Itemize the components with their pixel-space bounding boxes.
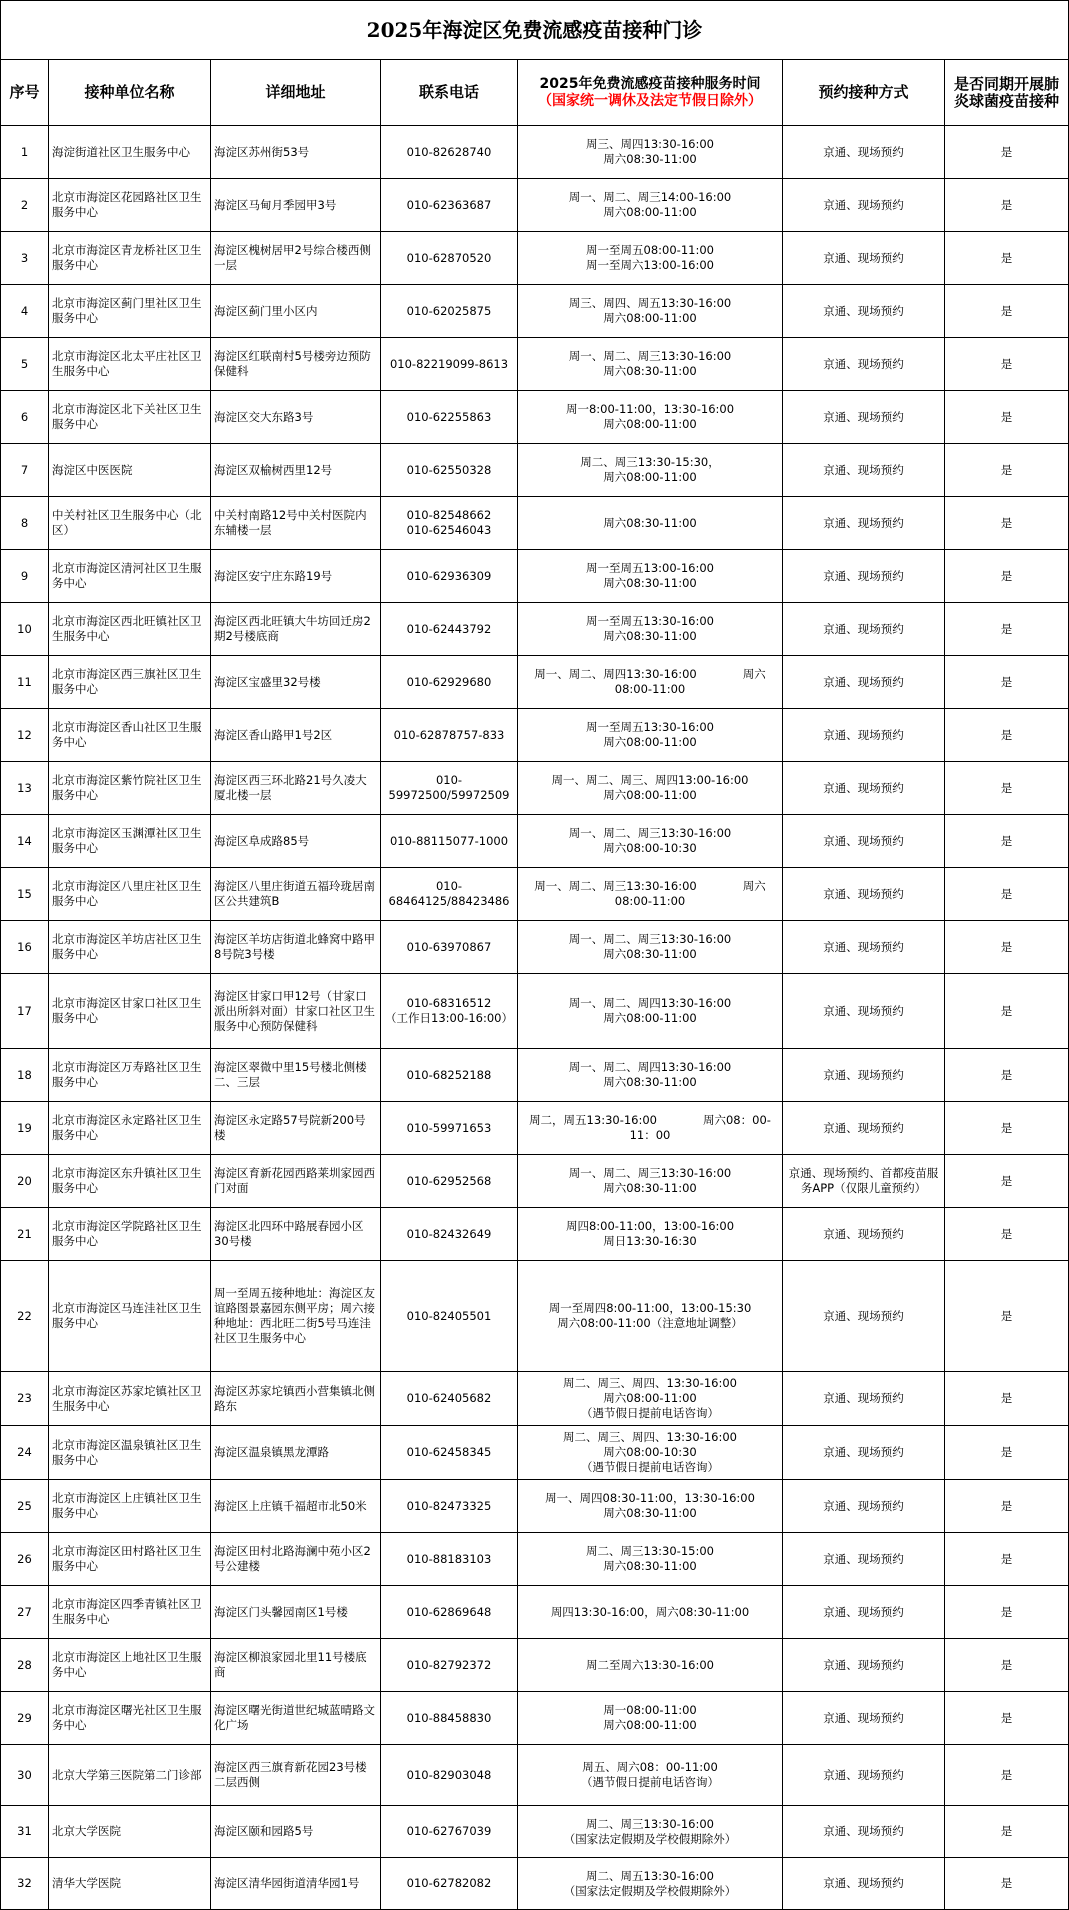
cell-booking-method: 京通、现场预约	[783, 444, 945, 497]
cell-service-time: 周一、周二、周四13:30-16:00 周六08:30-11:00	[518, 1049, 783, 1102]
cell-phone: 010-62767039	[381, 1806, 518, 1858]
cell-phone: 010-62405682	[381, 1372, 518, 1426]
cell-index: 31	[1, 1806, 49, 1858]
header-addr: 详细地址	[211, 60, 381, 126]
cell-address: 海淀区八里庄街道五福玲珑居南区公共建筑B	[211, 868, 381, 921]
page-title: 2025年海淀区免费流感疫苗接种门诊	[1, 1, 1069, 60]
cell-service-time: 周一、周二、周三14:00-16:00 周六08:00-11:00	[518, 179, 783, 232]
cell-address: 海淀区北四环中路展春园小区30号楼	[211, 1208, 381, 1261]
cell-phone: 010-82628740	[381, 126, 518, 179]
cell-booking-method: 京通、现场预约	[783, 338, 945, 391]
cell-phone: 010-88458830	[381, 1692, 518, 1745]
cell-address: 海淀区香山路甲1号2区	[211, 709, 381, 762]
cell-pcv: 是	[945, 285, 1069, 338]
table-row	[1, 1639, 1069, 1692]
cell-unit-name: 北京市海淀区四季青镇社区卫生服务中心	[49, 1586, 211, 1639]
cell-address: 海淀区西三旗育新花园23号楼二层西侧	[211, 1745, 381, 1806]
cell-phone: 010-88115077-1000	[381, 815, 518, 868]
cell-service-time: 周二、周五13:30-16:00 （国家法定假期及学校假期除外）	[518, 1858, 783, 1910]
cell-index: 2	[1, 179, 49, 232]
cell-phone: 010-68252188	[381, 1049, 518, 1102]
cell-address: 海淀区马甸月季园甲3号	[211, 179, 381, 232]
cell-booking-method: 京通、现场预约	[783, 1372, 945, 1426]
cell-service-time: 周一、周四08:30-11:00，13:30-16:00 周六08:30-11:00	[518, 1480, 783, 1533]
cell-booking-method: 京通、现场预约	[783, 921, 945, 974]
cell-address: 海淀区苏家坨镇西小营集镇北侧路东	[211, 1372, 381, 1426]
cell-index: 27	[1, 1586, 49, 1639]
header-time-line2: （国家统一调休及法定节假日除外）	[538, 92, 762, 109]
table-row	[1, 656, 1069, 709]
cell-service-time: 周二、周三13:30-15:30， 周六08:00-11:00	[518, 444, 783, 497]
cell-pcv: 是	[945, 1692, 1069, 1745]
cell-pcv: 是	[945, 1533, 1069, 1586]
cell-service-time: 周一至周五08:00-11:00 周一至周六13:00-16:00	[518, 232, 783, 285]
header-idx: 序号	[1, 60, 49, 126]
cell-address: 海淀区甘家口甲12号（甘家口派出所斜对面）甘家口社区卫生服务中心预防保健科	[211, 974, 381, 1049]
cell-index: 9	[1, 550, 49, 603]
cell-index: 30	[1, 1745, 49, 1806]
table-row	[1, 1480, 1069, 1533]
cell-address: 中关村南路12号中关村医院内东辅楼一层	[211, 497, 381, 550]
table-row	[1, 338, 1069, 391]
cell-address: 海淀区温泉镇黑龙潭路	[211, 1426, 381, 1480]
cell-booking-method: 京通、现场预约	[783, 1586, 945, 1639]
table-row	[1, 1586, 1069, 1639]
cell-index: 26	[1, 1533, 49, 1586]
cell-phone: 010-62255863	[381, 391, 518, 444]
cell-phone: 010-62869648	[381, 1586, 518, 1639]
header-row	[1, 60, 1069, 126]
cell-address: 海淀区田村北路海澜中苑小区2号公建楼	[211, 1533, 381, 1586]
table-row	[1, 1208, 1069, 1261]
cell-service-time: 周一、周二、周四13:30-16:00 周六08:00-11:00	[518, 656, 783, 709]
cell-address: 海淀区西三环北路21号久凌大厦北楼一层	[211, 762, 381, 815]
cell-pcv: 是	[945, 1858, 1069, 1910]
cell-phone: 010-59971653	[381, 1102, 518, 1155]
cell-address: 海淀区门头馨园南区1号楼	[211, 1586, 381, 1639]
cell-index: 10	[1, 603, 49, 656]
cell-unit-name: 北京市海淀区马连洼社区卫生服务中心	[49, 1261, 211, 1372]
cell-service-time: 周一、周二、周三13:30-16:00 周六08:30-11:00	[518, 338, 783, 391]
cell-index: 19	[1, 1102, 49, 1155]
cell-booking-method: 京通、现场预约	[783, 1261, 945, 1372]
table-row	[1, 1806, 1069, 1858]
cell-pcv: 是	[945, 1372, 1069, 1426]
cell-booking-method: 京通、现场预约	[783, 1745, 945, 1806]
cell-booking-method: 京通、现场预约、首都疫苗服务APP（仅限儿童预约）	[783, 1155, 945, 1208]
cell-phone: 010-62458345	[381, 1426, 518, 1480]
cell-pcv: 是	[945, 1745, 1069, 1806]
cell-service-time: 周三、周四、周五13:30-16:00 周六08:00-11:00	[518, 285, 783, 338]
cell-index: 29	[1, 1692, 49, 1745]
cell-index: 28	[1, 1639, 49, 1692]
cell-pcv: 是	[945, 550, 1069, 603]
cell-unit-name: 北京市海淀区东升镇社区卫生服务中心	[49, 1155, 211, 1208]
table-row	[1, 1692, 1069, 1745]
cell-phone: 010-68316512 （工作日13:00-16:00）	[381, 974, 518, 1049]
cell-booking-method: 京通、现场预约	[783, 974, 945, 1049]
table-row	[1, 1426, 1069, 1480]
cell-unit-name: 北京市海淀区西三旗社区卫生服务中心	[49, 656, 211, 709]
cell-unit-name: 北京大学第三医院第二门诊部	[49, 1745, 211, 1806]
cell-pcv: 是	[945, 1480, 1069, 1533]
cell-booking-method: 京通、现场预约	[783, 1208, 945, 1261]
cell-index: 1	[1, 126, 49, 179]
cell-pcv: 是	[945, 391, 1069, 444]
cell-service-time: 周六08:30-11:00	[518, 497, 783, 550]
cell-pcv: 是	[945, 815, 1069, 868]
cell-phone: 010-62550328	[381, 444, 518, 497]
cell-address: 海淀区槐树居甲2号综合楼西侧一层	[211, 232, 381, 285]
cell-index: 13	[1, 762, 49, 815]
cell-phone: 010-62025875	[381, 285, 518, 338]
cell-pcv: 是	[945, 974, 1069, 1049]
cell-phone: 010-62936309	[381, 550, 518, 603]
cell-booking-method: 京通、现场预约	[783, 1806, 945, 1858]
header-method: 预约接种方式	[783, 60, 945, 126]
cell-pcv: 是	[945, 444, 1069, 497]
cell-service-time: 周一8:00-11:00，13:30-16:00 周六08:00-11:00	[518, 391, 783, 444]
cell-booking-method: 京通、现场预约	[783, 762, 945, 815]
cell-index: 4	[1, 285, 49, 338]
cell-phone: 010-59972500/59972509	[381, 762, 518, 815]
cell-booking-method: 京通、现场预约	[783, 656, 945, 709]
cell-unit-name: 海淀街道社区卫生服务中心	[49, 126, 211, 179]
cell-service-time: 周三、周四13:30-16:00 周六08:30-11:00	[518, 126, 783, 179]
table-row	[1, 1049, 1069, 1102]
cell-index: 32	[1, 1858, 49, 1910]
cell-phone: 010-62878757-833	[381, 709, 518, 762]
cell-unit-name: 北京市海淀区北下关社区卫生服务中心	[49, 391, 211, 444]
cell-index: 12	[1, 709, 49, 762]
cell-index: 22	[1, 1261, 49, 1372]
cell-address: 海淀区蓟门里小区内	[211, 285, 381, 338]
cell-phone: 010-82405501	[381, 1261, 518, 1372]
cell-pcv: 是	[945, 1155, 1069, 1208]
cell-address: 海淀区翠微中里15号楼北侧楼二、三层	[211, 1049, 381, 1102]
cell-service-time: 周二、周三、周四、13:30-16:00 周六08:00-10:30 （遇节假日提前电话咨询）	[518, 1426, 783, 1480]
cell-address: 海淀区安宁庄东路19号	[211, 550, 381, 603]
cell-phone: 010-62952568	[381, 1155, 518, 1208]
cell-index: 20	[1, 1155, 49, 1208]
cell-service-time: 周一08:00-11:00 周六08:00-11:00	[518, 1692, 783, 1745]
table-row	[1, 762, 1069, 815]
table-row	[1, 126, 1069, 179]
cell-unit-name: 北京市海淀区上庄镇社区卫生服务中心	[49, 1480, 211, 1533]
cell-booking-method: 京通、现场预约	[783, 1858, 945, 1910]
cell-booking-method: 京通、现场预约	[783, 709, 945, 762]
cell-pcv: 是	[945, 1426, 1069, 1480]
cell-service-time: 周二、周三13:30-15:00 周六08:30-11:00	[518, 1533, 783, 1586]
cell-pcv: 是	[945, 921, 1069, 974]
cell-address: 周一至周五接种地址：海淀区友谊路图景嘉园东侧平房；周六接种地址：西北旺二街5号马连洼社区卫生服务中心	[211, 1261, 381, 1372]
cell-pcv: 是	[945, 1208, 1069, 1261]
cell-index: 23	[1, 1372, 49, 1426]
cell-address: 海淀区西北旺镇大牛坊回迁房2期2号楼底商	[211, 603, 381, 656]
cell-index: 15	[1, 868, 49, 921]
cell-service-time: 周二、周三、周四、13:30-16:00 周六08:00-11:00 （遇节假日提前电话咨询）	[518, 1372, 783, 1426]
table-row	[1, 444, 1069, 497]
cell-unit-name: 北京市海淀区清河社区卫生服务中心	[49, 550, 211, 603]
cell-address: 海淀区双榆树西里12号	[211, 444, 381, 497]
cell-booking-method: 京通、现场预约	[783, 1480, 945, 1533]
cell-address: 海淀区颐和园路5号	[211, 1806, 381, 1858]
cell-unit-name: 北京市海淀区曙光社区卫生服务中心	[49, 1692, 211, 1745]
cell-service-time: 周一、周二、周三13:30-16:00 周六08:30-11:00	[518, 921, 783, 974]
cell-index: 11	[1, 656, 49, 709]
table-row	[1, 603, 1069, 656]
cell-unit-name: 北京市海淀区田村路社区卫生服务中心	[49, 1533, 211, 1586]
cell-unit-name: 北京市海淀区蓟门里社区卫生服务中心	[49, 285, 211, 338]
cell-index: 6	[1, 391, 49, 444]
cell-pcv: 是	[945, 656, 1069, 709]
cell-pcv: 是	[945, 1639, 1069, 1692]
cell-index: 7	[1, 444, 49, 497]
cell-phone: 010-82548662 010-62546043	[381, 497, 518, 550]
cell-index: 5	[1, 338, 49, 391]
cell-service-time: 周二，周五13:30-16:00 周六08：00-11：00	[518, 1102, 783, 1155]
cell-unit-name: 清华大学医院	[49, 1858, 211, 1910]
cell-unit-name: 北京市海淀区甘家口社区卫生服务中心	[49, 974, 211, 1049]
cell-booking-method: 京通、现场预约	[783, 550, 945, 603]
cell-service-time: 周一至周四8:00-11:00，13:00-15:30 周六08:00-11:00（注意地址调整）	[518, 1261, 783, 1372]
table-row	[1, 497, 1069, 550]
table-row	[1, 1155, 1069, 1208]
cell-index: 17	[1, 974, 49, 1049]
table-row	[1, 709, 1069, 762]
cell-unit-name: 北京市海淀区永定路社区卫生服务中心	[49, 1102, 211, 1155]
cell-pcv: 是	[945, 1806, 1069, 1858]
cell-unit-name: 北京市海淀区紫竹院社区卫生服务中心	[49, 762, 211, 815]
cell-address: 海淀区红联南村5号楼旁边预防保健科	[211, 338, 381, 391]
cell-unit-name: 北京市海淀区西北旺镇社区卫生服务中心	[49, 603, 211, 656]
cell-phone: 010-62443792	[381, 603, 518, 656]
cell-address: 海淀区阜成路85号	[211, 815, 381, 868]
cell-pcv: 是	[945, 1586, 1069, 1639]
header-time	[518, 60, 783, 126]
cell-phone: 010-62782082	[381, 1858, 518, 1910]
cell-phone: 010-62929680	[381, 656, 518, 709]
cell-service-time: 周一至周五13:30-16:00 周六08:30-11:00	[518, 603, 783, 656]
cell-index: 18	[1, 1049, 49, 1102]
cell-phone: 010-68464125/88423486	[381, 868, 518, 921]
cell-address: 海淀区羊坊店街道北蜂窝中路甲8号院3号楼	[211, 921, 381, 974]
cell-index: 8	[1, 497, 49, 550]
cell-address: 海淀区曙光街道世纪城蓝晴路文化广场	[211, 1692, 381, 1745]
cell-unit-name: 北京市海淀区花园路社区卫生服务中心	[49, 179, 211, 232]
cell-unit-name: 北京市海淀区青龙桥社区卫生服务中心	[49, 232, 211, 285]
cell-pcv: 是	[945, 1049, 1069, 1102]
cell-service-time: 周一、周二、周三13:30-16:00 周六08:00-10:30	[518, 815, 783, 868]
cell-address: 海淀区苏州街53号	[211, 126, 381, 179]
cell-address: 海淀区宝盛里32号楼	[211, 656, 381, 709]
table-row	[1, 868, 1069, 921]
cell-booking-method: 京通、现场预约	[783, 815, 945, 868]
cell-booking-method: 京通、现场预约	[783, 126, 945, 179]
cell-pcv: 是	[945, 1261, 1069, 1372]
table-row	[1, 1102, 1069, 1155]
table-row	[1, 974, 1069, 1049]
cell-index: 16	[1, 921, 49, 974]
cell-index: 21	[1, 1208, 49, 1261]
cell-booking-method: 京通、现场预约	[783, 1533, 945, 1586]
table-row	[1, 1261, 1069, 1372]
cell-service-time: 周四13:30-16:00，周六08:30-11:00	[518, 1586, 783, 1639]
cell-phone: 010-88183103	[381, 1533, 518, 1586]
cell-unit-name: 北京市海淀区北太平庄社区卫生服务中心	[49, 338, 211, 391]
cell-pcv: 是	[945, 497, 1069, 550]
table-row	[1, 815, 1069, 868]
table-row	[1, 1533, 1069, 1586]
cell-unit-name: 北京市海淀区上地社区卫生服务中心	[49, 1639, 211, 1692]
cell-service-time: 周一、周二、周四13:30-16:00 周六08:00-11:00	[518, 974, 783, 1049]
table-row	[1, 1858, 1069, 1910]
cell-phone: 010-82219099-8613	[381, 338, 518, 391]
cell-booking-method: 京通、现场预约	[783, 179, 945, 232]
table-row	[1, 921, 1069, 974]
cell-unit-name: 北京大学医院	[49, 1806, 211, 1858]
cell-booking-method: 京通、现场预约	[783, 868, 945, 921]
cell-unit-name: 北京市海淀区玉渊潭社区卫生服务中心	[49, 815, 211, 868]
cell-unit-name: 北京市海淀区温泉镇社区卫生服务中心	[49, 1426, 211, 1480]
cell-pcv: 是	[945, 126, 1069, 179]
table-row	[1, 179, 1069, 232]
cell-phone: 010-62363687	[381, 179, 518, 232]
cell-index: 3	[1, 232, 49, 285]
cell-booking-method: 京通、现场预约	[783, 1692, 945, 1745]
cell-unit-name: 中关村社区卫生服务中心（北区）	[49, 497, 211, 550]
header-name: 接种单位名称	[49, 60, 211, 126]
table-row	[1, 1372, 1069, 1426]
cell-index: 14	[1, 815, 49, 868]
cell-booking-method: 京通、现场预约	[783, 391, 945, 444]
header-pcv: 是否同期开展肺炎球菌疫苗接种	[945, 60, 1069, 126]
cell-phone: 010-82432649	[381, 1208, 518, 1261]
cell-booking-method: 京通、现场预约	[783, 1426, 945, 1480]
table-row	[1, 550, 1069, 603]
cell-index: 25	[1, 1480, 49, 1533]
cell-service-time: 周二至周六13:30-16:00	[518, 1639, 783, 1692]
header-time-line1: 2025年免费流感疫苗接种服务时间	[539, 75, 761, 92]
cell-unit-name: 海淀区中医医院	[49, 444, 211, 497]
header-phone: 联系电话	[381, 60, 518, 126]
table-row	[1, 232, 1069, 285]
cell-phone: 010-82903048	[381, 1745, 518, 1806]
cell-booking-method: 京通、现场预约	[783, 497, 945, 550]
cell-pcv: 是	[945, 338, 1069, 391]
cell-address: 海淀区永定路57号院新200号楼	[211, 1102, 381, 1155]
cell-pcv: 是	[945, 232, 1069, 285]
cell-address: 海淀区上庄镇千福超市北50米	[211, 1480, 381, 1533]
cell-phone: 010-82792372	[381, 1639, 518, 1692]
cell-booking-method: 京通、现场预约	[783, 285, 945, 338]
cell-unit-name: 北京市海淀区羊坊店社区卫生服务中心	[49, 921, 211, 974]
cell-service-time: 周一、周二、周三、周四13:00-16:00 周六08:00-11:00	[518, 762, 783, 815]
table-row	[1, 391, 1069, 444]
cell-index: 24	[1, 1426, 49, 1480]
cell-unit-name: 北京市海淀区学院路社区卫生服务中心	[49, 1208, 211, 1261]
cell-unit-name: 北京市海淀区苏家坨镇社区卫生服务中心	[49, 1372, 211, 1426]
cell-phone: 010-82473325	[381, 1480, 518, 1533]
cell-phone: 010-62870520	[381, 232, 518, 285]
cell-service-time: 周一至周五13:30-16:00 周六08:00-11:00	[518, 709, 783, 762]
cell-booking-method: 京通、现场预约	[783, 603, 945, 656]
cell-booking-method: 京通、现场预约	[783, 1049, 945, 1102]
cell-unit-name: 北京市海淀区八里庄社区卫生服务中心	[49, 868, 211, 921]
table-row	[1, 1745, 1069, 1806]
cell-service-time: 周一、周二、周三13:30-16:00 周六08:30-11:00	[518, 1155, 783, 1208]
cell-address: 海淀区柳浪家园北里11号楼底商	[211, 1639, 381, 1692]
cell-pcv: 是	[945, 603, 1069, 656]
cell-booking-method: 京通、现场预约	[783, 1102, 945, 1155]
cell-booking-method: 京通、现场预约	[783, 232, 945, 285]
cell-service-time: 周二、周三13:30-16:00 （国家法定假期及学校假期除外）	[518, 1806, 783, 1858]
cell-pcv: 是	[945, 179, 1069, 232]
cell-pcv: 是	[945, 709, 1069, 762]
cell-phone: 010-63970867	[381, 921, 518, 974]
cell-service-time: 周一、周二、周三13:30-16:00 周六08:00-11:00	[518, 868, 783, 921]
cell-booking-method: 京通、现场预约	[783, 1639, 945, 1692]
cell-pcv: 是	[945, 1102, 1069, 1155]
table-row	[1, 285, 1069, 338]
cell-unit-name: 北京市海淀区万寿路社区卫生服务中心	[49, 1049, 211, 1102]
cell-service-time: 周四8:00-11:00，13:00-16:00 周日13:30-16:30	[518, 1208, 783, 1261]
cell-service-time: 周一至周五13:00-16:00 周六08:30-11:00	[518, 550, 783, 603]
cell-pcv: 是	[945, 762, 1069, 815]
cell-address: 海淀区育新花园西路莱圳家园西门对面	[211, 1155, 381, 1208]
cell-address: 海淀区清华园街道清华园1号	[211, 1858, 381, 1910]
cell-address: 海淀区交大东路3号	[211, 391, 381, 444]
cell-pcv: 是	[945, 868, 1069, 921]
cell-unit-name: 北京市海淀区香山社区卫生服务中心	[49, 709, 211, 762]
cell-service-time: 周五、周六08：00-11:00 （遇节假日提前电话咨询）	[518, 1745, 783, 1806]
